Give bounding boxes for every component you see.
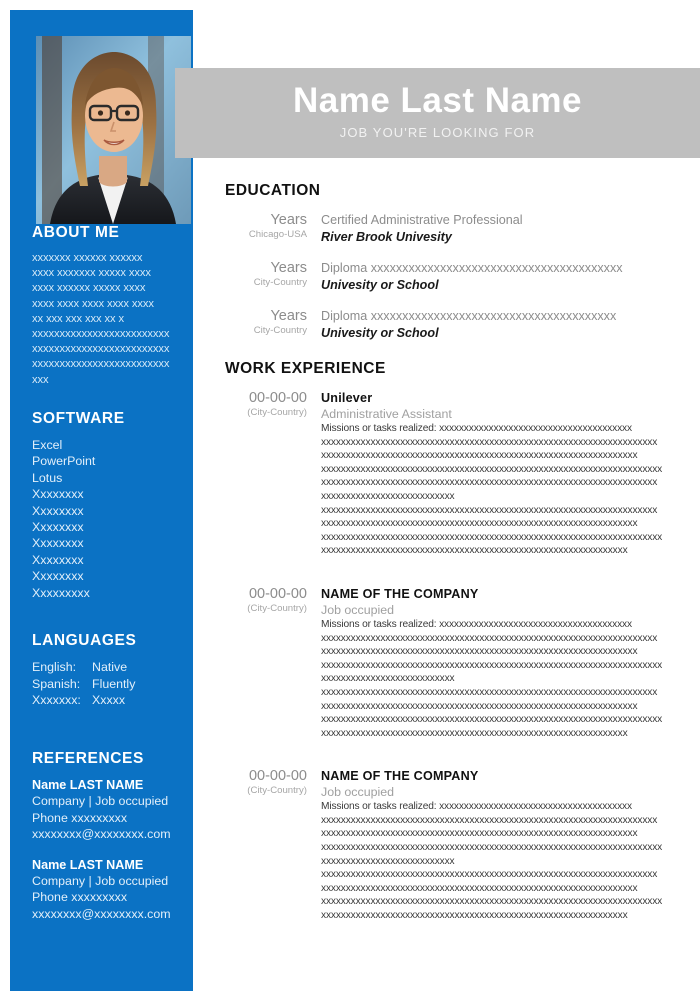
software-section <box>32 410 184 601</box>
reference-email: xxxxxxxx@xxxxxxxx.com <box>32 906 171 921</box>
work-description-line: xxxxxxxxxxxxxxxxxxxxxxxxxxxxxxxxxxxxxxxxxxxxxxxxxxxxxxxxxxxxxxxxxxxx <box>321 869 658 881</box>
work-date: 00-00-00 <box>248 585 307 602</box>
education-years: Years <box>270 260 307 276</box>
language-row <box>32 676 184 693</box>
education-school: River Brook Univesity <box>321 230 452 244</box>
work-description-line: xxxxxxxxxxxxxxxxxxxxxxxxxxxxxxxxxxxxxxxxxxxxxxxxxxxxxxxxxxxxxxxxxxxxx <box>321 531 663 543</box>
education-years: Years <box>270 212 307 228</box>
education-entry <box>225 212 680 246</box>
reference-name: Name LAST NAME <box>32 857 144 872</box>
education-heading: EDUCATION <box>225 182 321 199</box>
profile-photo <box>36 36 191 224</box>
work-location: (City-Country) <box>247 407 307 418</box>
software-item: Xxxxxxxx <box>32 520 84 535</box>
work-description-line: xxxxxxxxxxxxxxxxxxxxxxxxxxxxxxxxxxxxxxxxxxxxxxxxxxxxxxxxxxxxxxxxxxxxx <box>321 842 663 854</box>
work-description-line: xxxxxxxxxxxxxxxxxxxxxxxxxxxxxxxxxxxxxxxxxxxxxxxxxxxxxxxxxxxxxxxxxxxx <box>321 814 658 826</box>
work-description <box>321 618 680 740</box>
work-description-line: xxxxxxxxxxxxxxxxxxxxxxxxxxxxxxxxxxxxxxxxxxxxxxxxxxxxxxxxxxxxxxxxxxxx <box>321 477 658 489</box>
software-item: Xxxxxxxxx <box>32 585 90 600</box>
education-details <box>321 212 680 246</box>
work-details <box>321 768 680 922</box>
reference-company: Company | Job occupied <box>32 874 169 889</box>
education-period <box>225 260 307 289</box>
language-level: Fluently <box>92 676 136 691</box>
education-location: City-Country <box>253 277 307 288</box>
work-description-line: xxxxxxxxxxxxxxxxxxxxxxxxxxxxxxxxxxxxxxxxxxxxxxxxxxxxxxxxxxxxxxxx <box>321 828 638 840</box>
reference-item <box>32 777 184 843</box>
work-period <box>225 390 307 419</box>
work-company: NAME OF THE COMPANY <box>321 769 479 784</box>
languages-section <box>32 632 184 709</box>
work-period <box>225 768 307 797</box>
education-entry <box>225 308 680 342</box>
candidate-name: Name Last Name <box>292 81 583 120</box>
about-me-line: xx xxx xxx xxx xx x <box>32 312 124 325</box>
work-experience-heading: WORK EXPERIENCE <box>225 360 386 377</box>
sidebar <box>10 10 193 991</box>
education-period <box>225 212 307 241</box>
language-level: Xxxxx <box>92 693 126 708</box>
reference-phone: Phone xxxxxxxxx <box>32 810 128 825</box>
about-me-line: xxxxxxx xxxxxx xxxxxx <box>32 252 143 264</box>
education-section <box>225 182 680 342</box>
about-me-line: xxxxxxxxxxxxxxxxxxxxxxxxx <box>32 343 170 356</box>
work-location: (City-Country) <box>247 602 307 614</box>
language-level: Native <box>92 660 128 674</box>
work-description-line: xxxxxxxxxxxxxxxxxxxxxxxxxxxxxxxxxxxxxxxxxxxxxxxxxxxxxxxxxxxxxxxx <box>321 518 638 530</box>
about-me-line: xxxx xxxxxx xxxxx xxxx <box>32 282 146 295</box>
work-description-line: xxxxxxxxxxxxxxxxxxxxxxxxxxxxxxxxxxxxxxxxxxxxxxxxxxxxxxxxxxxxxx <box>321 545 628 557</box>
work-role: Job occupied <box>321 602 395 617</box>
language-label: Xxxxxxx: <box>32 693 81 708</box>
work-description-line: xxxxxxxxxxxxxxxxxxxxxxxxxxxxxxxxxxxxxxxxxxxxxxxxxxxxxxxxxxxxxx <box>321 727 628 739</box>
work-date: 00-00-00 <box>248 390 307 406</box>
language-label: Spanish: <box>32 676 81 691</box>
work-company: Unilever <box>321 391 373 405</box>
about-me-heading: ABOUT ME <box>32 224 120 241</box>
work-period <box>225 586 307 615</box>
work-details <box>321 586 680 740</box>
reference-company: Company | Job occupied <box>32 794 169 809</box>
software-item: PowerPoint <box>32 454 96 469</box>
work-description-line: xxxxxxxxxxxxxxxxxxxxxxxxxxx <box>321 855 455 867</box>
about-me-text <box>32 251 184 388</box>
education-details <box>321 260 680 294</box>
languages-heading: LANGUAGES <box>32 632 137 649</box>
work-description-line: xxxxxxxxxxxxxxxxxxxxxxxxxxxxxxxxxxxxxxxxxxxxxxxxxxxxxxxxxxxxxxxxxxxx <box>321 686 658 698</box>
reference-name: Name LAST NAME <box>32 778 144 792</box>
work-description-line: Missions or tasks realized: xxxxxxxxxxxxxxxxxxxxxxxxxxxxxxxxxxxxxxx <box>321 423 632 434</box>
about-me-line: xxxx xxxxxxx xxxxx xxxx <box>32 267 151 280</box>
work-description-line: xxxxxxxxxxxxxxxxxxxxxxxxxxxxxxxxxxxxxxxxxxxxxxxxxxxxxxxxxxxxxxxx <box>321 646 638 658</box>
education-location: Chicago-USA <box>248 229 307 240</box>
about-me-line: xxxx xxxx xxxx xxxx xxxx <box>32 297 154 310</box>
work-description-line: xxxxxxxxxxxxxxxxxxxxxxxxxxxxxxxxxxxxxxxxxxxxxxxxxxxxxxxxxxxxxxxxxxxx <box>321 504 658 516</box>
about-me-section <box>32 224 184 388</box>
work-description <box>321 800 680 922</box>
work-company: NAME OF THE COMPANY <box>321 586 479 601</box>
about-me-line: xxxxxxxxxxxxxxxxxxxxxxxxx <box>32 358 170 371</box>
references-heading: REFERENCES <box>32 750 144 767</box>
work-description-line: xxxxxxxxxxxxxxxxxxxxxxxxxxxxxxxxxxxxxxxxxxxxxxxxxxxxxxxxxxxxxxxxxxxxx <box>321 659 663 671</box>
work-entry <box>225 768 680 922</box>
reference-phone: Phone xxxxxxxxx <box>32 890 128 905</box>
references-section <box>32 750 184 936</box>
education-location: City-Country <box>253 325 307 336</box>
software-item: Xxxxxxxx <box>32 536 84 551</box>
work-description-line: xxxxxxxxxxxxxxxxxxxxxxxxxxxxxxxxxxxxxxxxxxxxxxxxxxxxxxxxxxxxxxxxxxxxx <box>321 896 663 908</box>
candidate-job-title: JOB YOU'RE LOOKING FOR <box>339 125 536 140</box>
education-years: Years <box>270 308 307 324</box>
education-school: Univesity or School <box>321 326 439 340</box>
reference-email: xxxxxxxx@xxxxxxxx.com <box>32 827 171 842</box>
reference-item <box>32 857 184 923</box>
education-degree: Certified Administrative Professional <box>321 213 523 227</box>
language-row <box>32 659 184 676</box>
work-description-line: xxxxxxxxxxxxxxxxxxxxxxxxxxxxxxxxxxxxxxxxxxxxxxxxxxxxxxxxxxxxxxxx <box>321 700 638 712</box>
education-entry <box>225 260 680 294</box>
work-description-line: xxxxxxxxxxxxxxxxxxxxxxxxxxxxxxxxxxxxxxxxxxxxxxxxxxxxxxxxxxxxxxxxxxxx <box>321 436 658 448</box>
work-date: 00-00-00 <box>248 768 307 785</box>
software-heading: SOFTWARE <box>32 410 125 427</box>
work-description-line: xxxxxxxxxxxxxxxxxxxxxxxxxxxxxxxxxxxxxxxxxxxxxxxxxxxxxxxxxxxxxxxxxxxxx <box>321 714 663 726</box>
work-description-line: xxxxxxxxxxxxxxxxxxxxxxxxxxxxxxxxxxxxxxxxxxxxxxxxxxxxxxxxxxxxxxxx <box>321 882 638 894</box>
work-role: Administrative Assistant <box>321 407 452 421</box>
photo-frame <box>22 22 181 214</box>
header-banner <box>175 68 700 158</box>
work-location: (City-Country) <box>247 785 307 797</box>
software-item: Excel <box>32 438 63 452</box>
about-me-line: xxx <box>32 373 49 386</box>
software-item: Lotus <box>32 470 63 485</box>
work-description-line: xxxxxxxxxxxxxxxxxxxxxxxxxxxxxxxxxxxxxxxxxxxxxxxxxxxxxxxxxxxxxx <box>321 910 628 922</box>
work-description-line: xxxxxxxxxxxxxxxxxxxxxxxxxxx <box>321 490 455 502</box>
work-description-line: xxxxxxxxxxxxxxxxxxxxxxxxxxxxxxxxxxxxxxxxxxxxxxxxxxxxxxxxxxxxxxxxxxxxx <box>321 463 663 475</box>
education-period <box>225 308 307 337</box>
language-row <box>32 692 184 709</box>
languages-list <box>32 659 184 709</box>
work-experience-section <box>225 360 680 923</box>
software-item: Xxxxxxxx <box>32 487 84 502</box>
software-item: Xxxxxxxx <box>32 503 84 518</box>
education-school: Univesity or School <box>321 278 439 292</box>
work-description <box>321 422 680 558</box>
language-label: English: <box>32 660 77 674</box>
education-degree: Diploma xxxxxxxxxxxxxxxxxxxxxxxxxxxxxxxxxxxxxxx <box>321 309 617 323</box>
work-description-line: Missions or tasks realized: xxxxxxxxxxxxxxxxxxxxxxxxxxxxxxxxxxxxxxx <box>321 801 632 813</box>
main-content <box>225 182 680 937</box>
education-degree: Diploma xxxxxxxxxxxxxxxxxxxxxxxxxxxxxxxxxxxxxxxx <box>321 261 623 275</box>
software-item: Xxxxxxxx <box>32 552 84 567</box>
work-description-line: xxxxxxxxxxxxxxxxxxxxxxxxxxxxxxxxxxxxxxxxxxxxxxxxxxxxxxxxxxxxxxxx <box>321 450 638 462</box>
work-role: Job occupied <box>321 785 395 800</box>
software-item: Xxxxxxxx <box>32 569 84 584</box>
education-details <box>321 308 680 342</box>
software-list <box>32 437 184 601</box>
work-description-line: xxxxxxxxxxxxxxxxxxxxxxxxxxxxxxxxxxxxxxxxxxxxxxxxxxxxxxxxxxxxxxxxxxxx <box>321 632 658 644</box>
work-description-line: Missions or tasks realized: xxxxxxxxxxxxxxxxxxxxxxxxxxxxxxxxxxxxxxx <box>321 618 632 630</box>
profile-photo-image <box>36 36 191 224</box>
about-me-line: xxxxxxxxxxxxxxxxxxxxxxxxx <box>32 328 170 341</box>
work-description-line: xxxxxxxxxxxxxxxxxxxxxxxxxxx <box>321 673 455 685</box>
work-details <box>321 390 680 558</box>
work-entry <box>225 390 680 558</box>
work-entry <box>225 586 680 740</box>
